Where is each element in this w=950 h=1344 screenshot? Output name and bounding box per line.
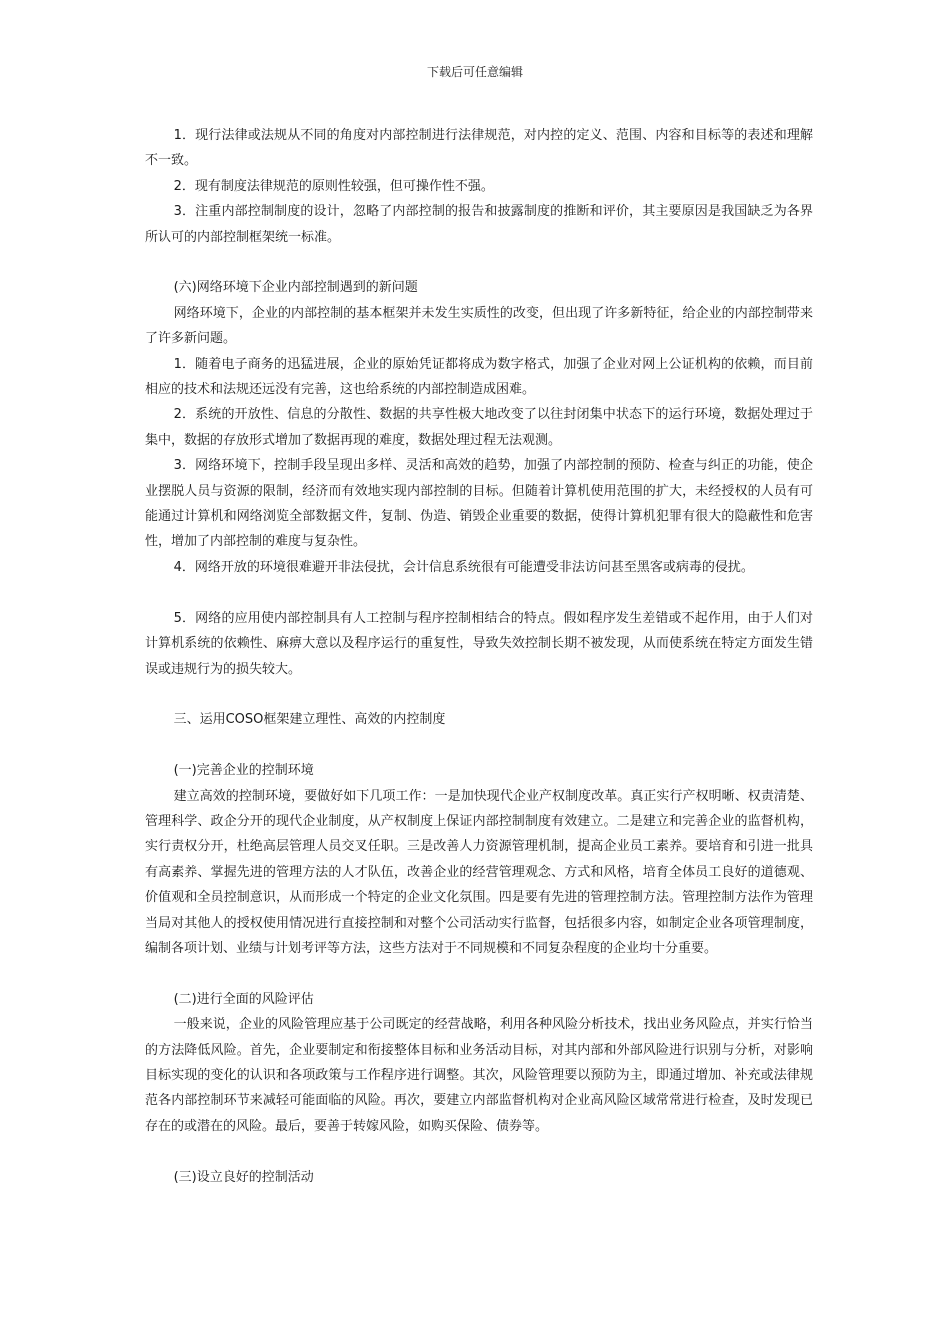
subsection-heading-control-activities: (三)设立良好的控制活动 [173,1169,314,1185]
paragraph-risk-assessment: 一般来说，企业的风险管理应基于公司既定的经营战略，利用各种风险分析技术，找出业务风险点，并实行恰当的方法降低风险。首先，企业要制定和衔接整体目标和业务活动目标，对其内部和外部风险进行识别与分析，对影响目标实现的变化的认识和各项政策与工作程序进行调整。其次，风险管理要以预防为主，即通过增加、补充或法律规范各内部控制环节来减轻可能面临的风险。再次，要建立内部监督机构对企业高风险区域常常进行检查，及时发现已存在的或潜在的风险。最后，要善于转嫁风险，如购买保险、债券等。 [145,1017,813,1134]
spacer [145,250,813,275]
section-heading-coso: 三、运用COSO框架建立理性、高效的内控制度 [173,712,446,728]
spacer [145,733,813,758]
section-heading-network: (六)网络环境下企业内部控制遇到的新问题 [173,280,418,296]
spacer [145,580,813,605]
paragraph-network-point-1: 1．随着电子商务的迅猛进展，企业的原始凭证都将成为数字格式，加强了企业对网上公证机构的依赖，而目前相应的技术和法规还远没有完善，这也给系统的内部控制造成困难。 [145,356,813,398]
paragraph-network-point-2: 2．系统的开放性、信息的分散性、数据的共享性极大地改变了以往封闭集中状态下的运行环境，数据处理过于集中，数据的存放形式增加了数据再现的难度，数据处理过程无法观测。 [145,407,813,448]
paragraph-law-point-1: 1．现行法律或法规从不同的角度对内部控制进行法律规范，对内控的定义、范围、内容和目标等的表述和理解不一致。 [145,128,813,169]
paragraph-network-point-4: 4．网络开放的环境很难避开非法侵扰，会计信息系统很有可能遭受非法访问甚至黑客或病毒的侵扰。 [173,559,754,575]
spacer [145,961,813,986]
paragraph-control-environment: 建立高效的控制环境，要做好如下几项工作：一是加快现代企业产权制度改革。真正实行产权明晰、权责清楚、管理科学、政企分开的现代企业制度，从产权制度上保证内部控制制度有效建立。二是建立和完善企业的监督机构，实行责权分开，杜绝高层管理人员交叉任职。三是改善人力资源管理机制，提高企业员工素养。要培育和引进一批具有高素养、掌握先进的管理方法的人才队伍，改善企业的经营管理观念、方式和风格，培育全体员工良好的道德观、价值观和全员控制意识，从而形成一个特定的企业文化氛围。四是要有先进的管理控制方法。管理控制方法作为管理当局对其他人的授权使用情况进行直接控制和对整个公司活动实行监督，包括很多内容，如制定企业各项管理制度，编制各项计划、业绩与计划考评等方法，这些方法对于不同规模和不同复杂程度的企业均十分重要。 [145,788,813,956]
spacer [145,1139,813,1164]
page-header: 下载后可任意编辑 [426,65,523,79]
subsection-heading-control-environment: (一)完善企业的控制环境 [173,763,314,779]
paragraph-network-intro: 网络环境下，企业的内部控制的基本框架并未发生实质性的改变，但出现了许多新特征，给企业的内部控制带来了许多新问题。 [145,305,813,347]
paragraph-law-point-3: 3．注重内部控制制度的设计，忽略了内部控制的报告和披露制度的推断和评价，其主要原因是我国缺乏为各界所认可的内部控制框架统一标准。 [145,204,813,245]
paragraph-law-point-2: 2．现有制度法律规范的原则性较强，但可操作性不强。 [173,178,494,194]
spacer [145,682,813,707]
subsection-heading-risk-assessment: (二)进行全面的风险评估 [173,991,314,1007]
paragraph-network-point-3: 3．网络环境下，控制手段呈现出多样、灵活和高效的趋势，加强了内部控制的预防、检查与纠正的功能，使企业摆脱人员与资源的限制，经济而有效地实现内部控制的目标。但随着计算机使用范围的扩大，未经授权的人员有可能通过计算机和网络浏览全部数据文件，复制、伪造、销毁企业重要的数据，使得计算机犯罪有很大的隐蔽性和危害性，增加了内部控制的难度与复杂性。 [145,458,813,550]
document-body [145,123,813,1190]
paragraph-network-point-5: 5．网络的应用使内部控制具有人工控制与程序控制相结合的特点。假如程序发生差错或不起作用，由于人们对计算机系统的依赖性、麻痹大意以及程序运行的重复性，导致失效控制长期不被发现，从而使系统在特定方面发生错误或违规行为的损失较大。 [145,610,813,677]
